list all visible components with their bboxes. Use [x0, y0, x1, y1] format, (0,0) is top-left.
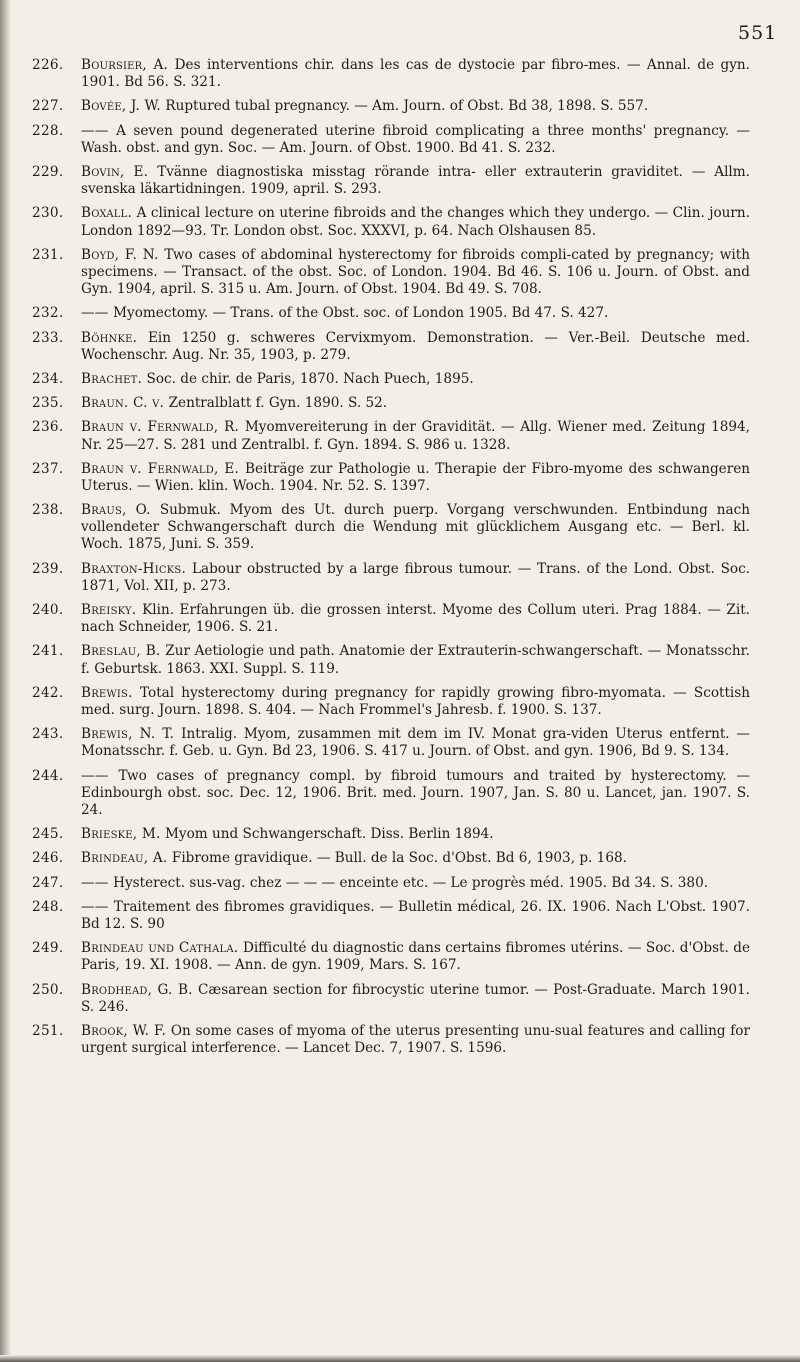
reference-entry	[32, 768, 750, 819]
reference-entry	[32, 850, 750, 867]
reference-entry	[32, 57, 750, 91]
reference-entry	[32, 305, 750, 322]
reference-text: Two cases of abdominal hysterectomy for fibroids compli-cated by pregnancy; with specimens. — Transact. of the obst. Soc. of London. 1904. Bd 46. S. 106 u. Journ. of Obst. and Gyn. 1904, april. S. 315 u. Am. Journ. of Obst. 1904. Bd 49. S. 708.	[81, 246, 750, 297]
reference-entry	[32, 561, 750, 595]
reference-text: Myom und Schwangerschaft. Diss. Berlin 1894.	[165, 826, 494, 843]
reference-number: 250.	[32, 981, 64, 998]
reference-entry	[32, 726, 750, 760]
reference-text: Zur Aetiologie und path. Anatomie der Extrauterin-schwangerschaft. — Monatsschr. f. Geburtsk. 1863. XXI. Suppl. S. 119.	[81, 643, 750, 677]
reference-number: 236.	[32, 419, 64, 436]
reference-text: Fibrome gravidique. — Bull. de la Soc. d'Obst. Bd 6, 1903, p. 168.	[171, 850, 627, 867]
reference-number: 243.	[32, 726, 64, 743]
reference-author: Böhnke.	[81, 329, 148, 346]
reference-text: Des interventions chir. dans les cas de dystocie par fibro-mes. — Annal. de gyn. 1901. Bd 56. S. 321.	[81, 57, 750, 91]
reference-text: Soc. de chir. de Paris, 1870. Nach Puech, 1895.	[146, 370, 474, 387]
reference-text: Traitement des fibromes gravidiques. — Bulletin médical, 26. IX. 1906. Nach L'Obst. 1907. Bd 12. S. 90	[81, 898, 750, 932]
reference-author: ——	[81, 122, 117, 139]
reference-author: Braun v. Fernwald, E.	[81, 460, 245, 477]
reference-text: Myomvereiterung in der Gravidität. — Allg. Wiener med. Zeitung 1894, Nr. 25—27. S. 281 und Zentralbl. f. Gyn. 1894. S. 986 u. 1328.	[81, 419, 750, 453]
reference-author: Boyd, F. N.	[81, 246, 165, 263]
page-bottom-edge	[0, 1355, 800, 1362]
reference-author: ——	[81, 767, 119, 784]
reference-list	[32, 57, 750, 1064]
reference-entry	[32, 875, 750, 892]
reference-author: Bovin, E.	[81, 164, 158, 181]
reference-number: 230.	[32, 205, 64, 222]
reference-entry	[32, 164, 750, 198]
reference-text: Ruptured tubal pregnancy. — Am. Journ. of Obst. Bd 38, 1898. S. 557.	[165, 98, 649, 115]
reference-author: Brieske, M.	[81, 826, 165, 843]
reference-number: 237.	[32, 460, 64, 477]
reference-author: ——	[81, 898, 114, 915]
reference-number: 238.	[32, 502, 64, 519]
reference-number: 249.	[32, 940, 64, 957]
reference-author: Boursier, A.	[81, 57, 175, 73]
reference-entry	[32, 502, 750, 553]
reference-author: ——	[81, 874, 114, 891]
reference-entry	[32, 1023, 750, 1057]
reference-number: 242.	[32, 684, 64, 701]
page-number: 551	[738, 22, 778, 44]
reference-author: Brodhead, G. B.	[81, 981, 199, 998]
reference-text: Submuk. Myom des Ut. durch puerp. Vorgang verschwunden. Entbindung nach vollendeter Schwangerschaft durch die Wendung mit glücklichem Ausgang etc. — Berl. kl. Woch. 1875, Juni. S. 359.	[81, 502, 750, 553]
reference-entry	[32, 899, 750, 933]
reference-number: 233.	[32, 329, 64, 346]
page-left-edge	[0, 0, 11, 1362]
reference-text: Zentralblatt f. Gyn. 1890. S. 52.	[168, 395, 388, 412]
reference-text: Tvänne diagnostiska misstag rörande intra- eller extrauterin graviditet. — Allm. svenska läkartidningen. 1909, april. S. 293.	[81, 164, 750, 198]
reference-text: Intralig. Myom, zusammen mit dem im IV. Monat gra-viden Uterus entfernt. — Monatsschr. f. Geb. u. Gyn. Bd 23, 1906. S. 417 u. Journ. of Obst. and gyn. 1906, Bd 9. S. 134.	[81, 726, 751, 760]
reference-author: Braun v. Fernwald, R.	[81, 419, 245, 436]
reference-text: Cæsarean section for fibrocystic uterine tumor. — Post-Graduate. March 1901. S. 246.	[81, 981, 750, 1015]
reference-author: Brook, W. F.	[81, 1023, 171, 1039]
reference-text: Hysterect. sus-vag. chez — — — enceinte etc. — Le progrès méd. 1905. Bd 34. S. 380.	[113, 874, 709, 891]
reference-text: Ein 1250 g. schweres Cervixmyom. Demonstration. — Ver.-Beil. Deutsche med. Wochenschr. Aug. Nr. 35, 1903, p. 279.	[81, 329, 751, 363]
reference-entry	[32, 643, 750, 677]
reference-author: Braun. C. v.	[81, 395, 169, 412]
reference-author: Boxall.	[81, 205, 137, 222]
reference-entry	[32, 826, 750, 843]
reference-entry	[32, 98, 750, 115]
reference-entry	[32, 330, 750, 364]
reference-number: 241.	[32, 643, 64, 660]
reference-entry	[32, 395, 750, 412]
reference-number: 245.	[32, 826, 64, 843]
reference-text: Difficulté du diagnostic dans certains fibromes utérins. — Soc. d'Obst. de Paris, 19. XI. 1908. — Ann. de gyn. 1909, Mars. S. 167.	[81, 940, 750, 974]
reference-text: Beiträge zur Pathologie u. Therapie der Fibro-myome des schwangeren Uterus. — Wien. klin. Woch. 1904. Nr. 52. S. 1397.	[81, 460, 750, 494]
reference-number: 234.	[32, 370, 64, 387]
reference-author: Brewis, N. T.	[81, 726, 182, 743]
reference-author: Bovée, J. W.	[81, 98, 166, 115]
reference-number: 246.	[32, 850, 64, 867]
reference-entry	[32, 461, 750, 495]
reference-text: Myomectomy. — Trans. of the Obst. soc. of London 1905. Bd 47. S. 427.	[113, 305, 609, 322]
reference-author: Braxton-Hicks.	[81, 560, 192, 577]
reference-number: 226.	[32, 57, 64, 73]
reference-text: A seven pound degenerated uterine fibroid complicating a three months' pregnancy. — Wash. obst. and gyn. Soc. — Am. Journ. of Obst. 1900. Bd 41. S. 232.	[81, 122, 750, 156]
reference-number: 244.	[32, 767, 64, 784]
reference-text: Labour obstructed by a large fibrous tumour. — Trans. of the Lond. Obst. Soc. 1871, Vol. XII, p. 273.	[81, 560, 750, 594]
reference-entry	[32, 205, 750, 239]
reference-entry	[32, 247, 750, 298]
reference-text: Two cases of pregnancy compl. by fibroid tumours and traited by hysterectomy. — Edinbourgh obst. soc. Dec. 12, 1906. Brit. med. Journ. 1907, Jan. S. 80 u. Lancet, jan. 1907. S. 24.	[81, 767, 750, 818]
reference-author: Breslau, B.	[81, 643, 166, 660]
reference-author: Brewis.	[81, 684, 141, 701]
reference-number: 227.	[32, 98, 64, 115]
reference-number: 231.	[32, 246, 64, 263]
reference-number: 239.	[32, 560, 64, 577]
reference-text: Klin. Erfahrungen üb. die grossen interst. Myome des Collum uteri. Prag 1884. — Zit. nach Schneider, 1906. S. 21.	[81, 602, 750, 636]
reference-number: 240.	[32, 602, 64, 619]
reference-number: 248.	[32, 898, 64, 915]
reference-number: 232.	[32, 305, 64, 322]
reference-entry	[32, 123, 750, 157]
reference-entry	[32, 940, 750, 974]
reference-number: 247.	[32, 874, 64, 891]
reference-author: ——	[81, 305, 114, 322]
reference-number: 235.	[32, 395, 64, 412]
reference-author: Braus, O.	[81, 502, 160, 519]
reference-author: Breisky.	[81, 602, 143, 619]
reference-entry	[32, 685, 750, 719]
reference-author: Brachet.	[81, 370, 147, 387]
reference-entry	[32, 371, 750, 388]
reference-author: Brindeau und Cathala.	[81, 940, 243, 957]
reference-author: Brindeau, A.	[81, 850, 172, 867]
reference-text: On some cases of myoma of the uterus presenting unu-sual features and calling for urgent surgical interference. — Lancet Dec. 7, 1907. S. 1596.	[81, 1023, 750, 1057]
reference-number: 229.	[32, 164, 64, 181]
reference-entry	[32, 602, 750, 636]
reference-number: 228.	[32, 122, 64, 139]
reference-number: 251.	[32, 1023, 64, 1039]
reference-entry	[32, 982, 750, 1016]
reference-text: Total hysterectomy during pregnancy for rapidly growing fibro-myomata. — Scottish med. surg. Journ. 1898. S. 404. — Nach Frommel's Jahresb. f. 1900. S. 137.	[81, 684, 751, 718]
reference-entry	[32, 419, 750, 453]
reference-text: A clinical lecture on uterine fibroids and the changes which they undergo. — Clin. journ. London 1892—93. Tr. London obst. Soc. XXXVI, p. 64. Nach Olshausen 85.	[81, 205, 750, 239]
